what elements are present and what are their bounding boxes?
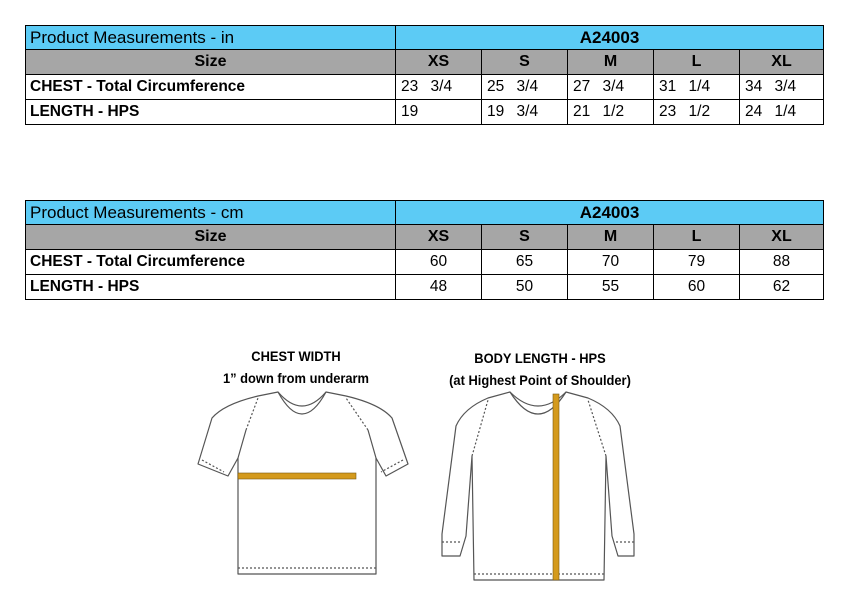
table-row-length xyxy=(26,100,824,125)
header-xl: XL xyxy=(740,225,824,250)
cell-value: 50 xyxy=(482,275,568,300)
table-row-chest xyxy=(26,75,824,100)
product-code: A24003 xyxy=(396,26,824,50)
cell-value: 24 1/4 xyxy=(740,100,824,125)
cell-value: 25 3/4 xyxy=(482,75,568,100)
table-row-length xyxy=(26,275,824,300)
cell-value: 23 1/2 xyxy=(654,100,740,125)
header-xl: XL xyxy=(740,50,824,75)
cell-value: 62 xyxy=(740,275,824,300)
cell-value: 21 1/2 xyxy=(568,100,654,125)
header-l: L xyxy=(654,225,740,250)
row-label: LENGTH - HPS xyxy=(26,275,396,300)
header-m: M xyxy=(568,50,654,75)
length-measure-line xyxy=(553,394,559,580)
cell-value: 19 xyxy=(396,100,482,125)
table-header-row xyxy=(26,225,824,250)
table-unit-label: Product Measurements - in xyxy=(26,26,396,50)
measurements-table-in xyxy=(25,25,824,125)
body-length-subtitle: (at Highest Point of Shoulder) xyxy=(449,372,631,388)
table-title-row xyxy=(26,201,824,225)
header-s: S xyxy=(482,50,568,75)
chest-measure-line xyxy=(238,473,356,479)
header-s: S xyxy=(482,225,568,250)
cell-value: 55 xyxy=(568,275,654,300)
header-size: Size xyxy=(26,225,396,250)
chest-width-subtitle: 1” down from underarm xyxy=(223,370,369,386)
header-size: Size xyxy=(26,50,396,75)
header-m: M xyxy=(568,225,654,250)
table-header-row xyxy=(26,50,824,75)
cell-value: 88 xyxy=(740,250,824,275)
cell-value: 60 xyxy=(396,250,482,275)
body-length-title: BODY LENGTH - HPS xyxy=(474,350,606,366)
cell-value: 31 1/4 xyxy=(654,75,740,100)
cell-value: 48 xyxy=(396,275,482,300)
header-xs: XS xyxy=(396,50,482,75)
row-label: CHEST - Total Circumference xyxy=(26,250,396,275)
cell-value: 34 3/4 xyxy=(740,75,824,100)
cell-value: 79 xyxy=(654,250,740,275)
row-label: LENGTH - HPS xyxy=(26,100,396,125)
cell-value: 19 3/4 xyxy=(482,100,568,125)
table-row-chest xyxy=(26,250,824,275)
cell-value: 60 xyxy=(654,275,740,300)
cell-value: 70 xyxy=(568,250,654,275)
row-label: CHEST - Total Circumference xyxy=(26,75,396,100)
product-code: A24003 xyxy=(396,201,824,225)
measurements-table-cm xyxy=(25,200,824,300)
header-l: L xyxy=(654,50,740,75)
chest-width-title: CHEST WIDTH xyxy=(251,348,341,364)
table-unit-label: Product Measurements - cm xyxy=(26,201,396,225)
cell-value: 23 3/4 xyxy=(396,75,482,100)
table-title-row xyxy=(26,26,824,50)
cell-value: 65 xyxy=(482,250,568,275)
short-sleeve-tee-diagram xyxy=(190,384,415,584)
long-sleeve-tee-diagram xyxy=(428,386,650,586)
header-xs: XS xyxy=(396,225,482,250)
cell-value: 27 3/4 xyxy=(568,75,654,100)
